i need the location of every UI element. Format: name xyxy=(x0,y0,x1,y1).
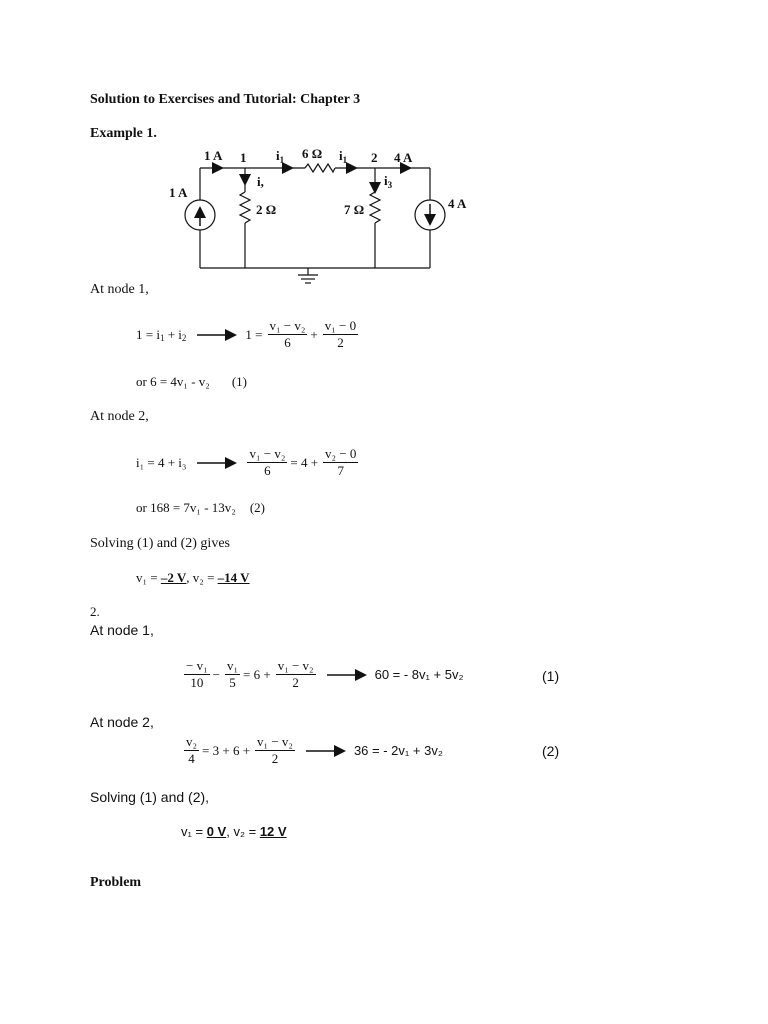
ex1-eq2-fraction-2: $\frac{\text{v₂ − 0}}{7}$ xyxy=(325,446,357,478)
ex2-solving: Solving (1) and (2), xyxy=(90,789,210,805)
label-node-1: 1 xyxy=(240,150,247,165)
ex2-result-v2: 12 V xyxy=(259,824,287,839)
label-i3: $i_3$ xyxy=(384,173,393,190)
label-node-2: 2 xyxy=(371,150,378,165)
ex1-at-node1: At node 1, xyxy=(90,282,149,297)
ex1-result: v₁ = –2 V, v₂ = –14 V xyxy=(136,570,250,585)
arrow-right-icon xyxy=(346,162,358,174)
ex1-eq1-fraction-2: $\frac{\text{v₁ − 0}}{2}$ xyxy=(324,318,357,350)
ex1-result-v1: –2 V xyxy=(160,570,187,585)
label-7-ohm: 7 Ω xyxy=(344,202,365,217)
implies-arrow-icon xyxy=(306,745,346,757)
arrow-down-icon xyxy=(239,174,251,186)
ex1-eq1-rhs-prefix: 1 = xyxy=(245,326,263,342)
ex2-eq2-fraction-2: $\frac{\text{v₁ − v₂}}{2}$ xyxy=(257,734,293,766)
ex1-eq2-fraction-1: $\frac{\text{v₁ − v₂}}{6}$ xyxy=(249,446,286,478)
implies-arrow-icon xyxy=(197,329,237,341)
example-label: Example 1. xyxy=(90,126,157,141)
label-current-top-left: 1 A xyxy=(204,148,223,163)
arrow-down-icon xyxy=(424,214,436,226)
ex1-result-v2: –14 V xyxy=(217,570,250,585)
problem-label: Problem xyxy=(90,875,142,890)
implies-arrow-icon xyxy=(327,669,367,681)
resistor-7-ohm xyxy=(370,192,380,223)
ex2-equation-1: $\frac{\text{− v₁}}{10}$ − $\frac{\text{v₁}}{5}$ = 6 + $\frac{\text{v₁ − v₂}}{2}$ 60 = - 8v₁ + 5v₂ xyxy=(186,658,464,690)
ex1-eq1-lhs: $1 = i_1 + i_2$ xyxy=(136,326,187,343)
label-current-top-right: 4 A xyxy=(394,150,413,165)
page-title: Solution to Exercises and Tutorial: Chapter 3 xyxy=(90,92,361,107)
ex2-tag-2: (2) xyxy=(542,743,560,759)
ex1-equation-1: $1 = i_1 + i_2$ 1 = $\frac{\text{v₁ − v₂}}{6}$ + $\frac{\text{v₁ − 0}}{2}$ xyxy=(136,318,357,350)
ex2-eq1-fraction-1: $\frac{\text{− v₁}}{10}$ xyxy=(186,658,208,690)
ex2-eq2-fraction-1: $\frac{\text{v₂}}{4}$ xyxy=(186,734,198,766)
circuit-diagram xyxy=(160,140,490,290)
ex2-number: 2. xyxy=(90,604,100,619)
label-i1-right: $i_1$ xyxy=(339,148,348,165)
label-source-left: 1 A xyxy=(169,185,188,200)
resistor-2-ohm xyxy=(240,192,250,223)
ex2-result: v₁ = 0 V, v₂ = 12 V xyxy=(181,824,287,839)
label-source-right: 4 A xyxy=(448,196,467,211)
ex2-eq1-fraction-2: $\frac{\text{v₁}}{5}$ xyxy=(226,658,239,690)
ex2-equation-2: $\frac{\text{v₂}}{4}$ = 3 + 6 + $\frac{\text{v₁ − v₂}}{2}$ 36 = - 2v₁ + 3v₂ xyxy=(186,734,443,766)
ex2-result-1: 60 = - 8v₁ + 5v₂ xyxy=(374,667,464,682)
ex1-equation-2: i₁ = 4 + i₃ $\frac{\text{v₁ − v₂}}{6}$ = 4 + $\frac{\text{v₂ − 0}}{7}$ xyxy=(136,446,357,478)
ex1-or-1: or 6 = 4v₁ - v₂ (1) xyxy=(136,374,247,389)
arrow-down-icon xyxy=(369,182,381,194)
ex1-solving: Solving (1) and (2) gives xyxy=(90,536,230,551)
arrow-up-icon xyxy=(194,206,206,218)
label-i2: i, xyxy=(257,174,264,189)
ex1-or-2: or 168 = 7v₁ - 13v₂ (2) xyxy=(136,500,265,515)
label-6-ohm: 6 Ω xyxy=(302,146,323,161)
ex2-result-v1: 0 V xyxy=(206,824,227,839)
label-i1: $i_1$ xyxy=(276,148,285,165)
ex1-eq1-fraction-1: $\frac{\text{v₁ − v₂}}{6}$ xyxy=(269,318,306,350)
ex1-at-node2: At node 2, xyxy=(90,409,149,424)
ex2-at-node2: At node 2, xyxy=(90,714,154,730)
ex2-eq1-fraction-3: $\frac{\text{v₁ − v₂}}{2}$ xyxy=(277,658,314,690)
ex2-result-2: 36 = - 2v₁ + 3v₂ xyxy=(353,743,443,758)
implies-arrow-icon xyxy=(197,457,237,469)
ex1-eq2-lhs: i₁ = 4 + i₃ xyxy=(136,454,187,470)
arrow-right-icon xyxy=(212,162,224,174)
ex2-tag-1: (1) xyxy=(542,668,560,684)
label-2-ohm: 2 Ω xyxy=(256,202,277,217)
ex2-at-node1: At node 1, xyxy=(90,622,154,638)
